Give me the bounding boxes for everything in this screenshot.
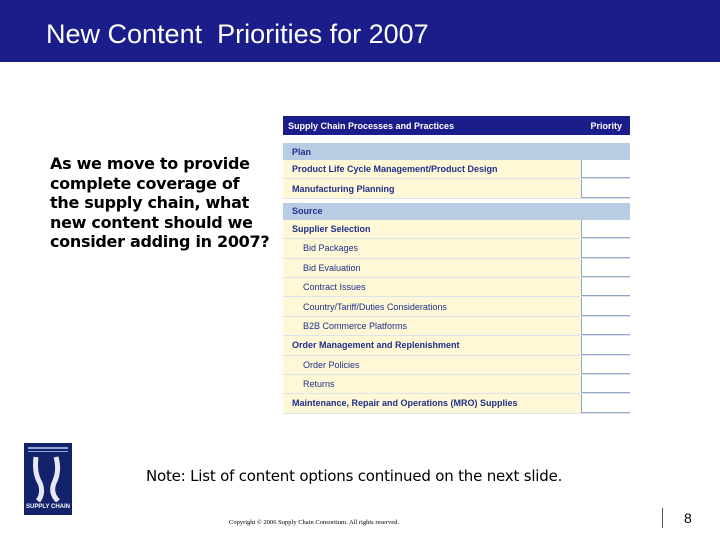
footer-divider bbox=[662, 508, 663, 528]
table-row bbox=[283, 336, 630, 355]
row-label: Order Management and Replenishment bbox=[292, 340, 460, 351]
table-row bbox=[283, 356, 630, 375]
row-label: Bid Evaluation bbox=[303, 262, 361, 273]
header-priority: Priority bbox=[590, 120, 622, 131]
table-row bbox=[283, 179, 630, 198]
row-label: Product Life Cycle Management/Product Design bbox=[292, 164, 498, 175]
row-label: Country/Tariff/Duties Considerations bbox=[303, 301, 447, 312]
row-label: Maintenance, Repair and Operations (MRO) Supplies bbox=[292, 398, 518, 409]
priority-cell[interactable] bbox=[581, 259, 630, 277]
logo-text: SUPPLY CHAIN bbox=[25, 504, 71, 510]
table-row bbox=[283, 394, 630, 413]
priority-table bbox=[283, 116, 630, 414]
row-label: Contract Issues bbox=[303, 282, 366, 293]
table-row bbox=[283, 317, 630, 336]
table-row bbox=[283, 375, 630, 394]
page-number: 8 bbox=[684, 510, 692, 526]
section-row-plan bbox=[283, 143, 630, 160]
priority-cell[interactable] bbox=[581, 356, 630, 374]
row-label: Supplier Selection bbox=[292, 223, 371, 234]
table-row bbox=[283, 160, 630, 179]
header-label: Supply Chain Processes and Practices bbox=[288, 120, 455, 131]
table-row bbox=[283, 278, 630, 297]
priority-cell[interactable] bbox=[581, 297, 630, 315]
copyright: Copyright © 2006 Supply Chain Consortium. All rights reserved. bbox=[229, 519, 399, 526]
priority-cell[interactable] bbox=[581, 220, 630, 238]
priority-cell[interactable] bbox=[581, 239, 630, 257]
priority-cell[interactable] bbox=[581, 375, 630, 393]
intro-text: As we move to provide complete coverage of the supply chain, what new content should we consider adding in 2007? bbox=[50, 154, 270, 251]
row-label: Returns bbox=[303, 379, 335, 390]
row-label: B2B Commerce Platforms bbox=[303, 320, 408, 331]
priority-cell[interactable] bbox=[581, 394, 630, 412]
priority-cell[interactable] bbox=[581, 179, 630, 197]
priority-cell[interactable] bbox=[581, 336, 630, 354]
priority-cell[interactable] bbox=[581, 278, 630, 296]
priority-cell[interactable] bbox=[581, 317, 630, 335]
priority-cell[interactable] bbox=[581, 160, 630, 178]
table-row bbox=[283, 220, 630, 239]
section-label: Source bbox=[292, 206, 323, 217]
section-label: Plan bbox=[292, 146, 312, 157]
supply-chain-logo bbox=[24, 443, 72, 515]
logo-graphic-icon bbox=[24, 443, 72, 515]
table-row bbox=[283, 239, 630, 258]
row-label: Manufacturing Planning bbox=[292, 183, 395, 194]
table-row bbox=[283, 259, 630, 278]
table-row bbox=[283, 297, 630, 316]
row-label: Bid Packages bbox=[303, 243, 359, 254]
table-header bbox=[283, 116, 630, 135]
row-label: Order Policies bbox=[303, 359, 360, 370]
slide-title: New Content Priorities for 2007 bbox=[46, 19, 429, 49]
title-bar bbox=[0, 0, 720, 62]
continuation-note: Note: List of content options continued on the next slide. bbox=[146, 467, 563, 485]
section-row-source bbox=[283, 203, 630, 220]
